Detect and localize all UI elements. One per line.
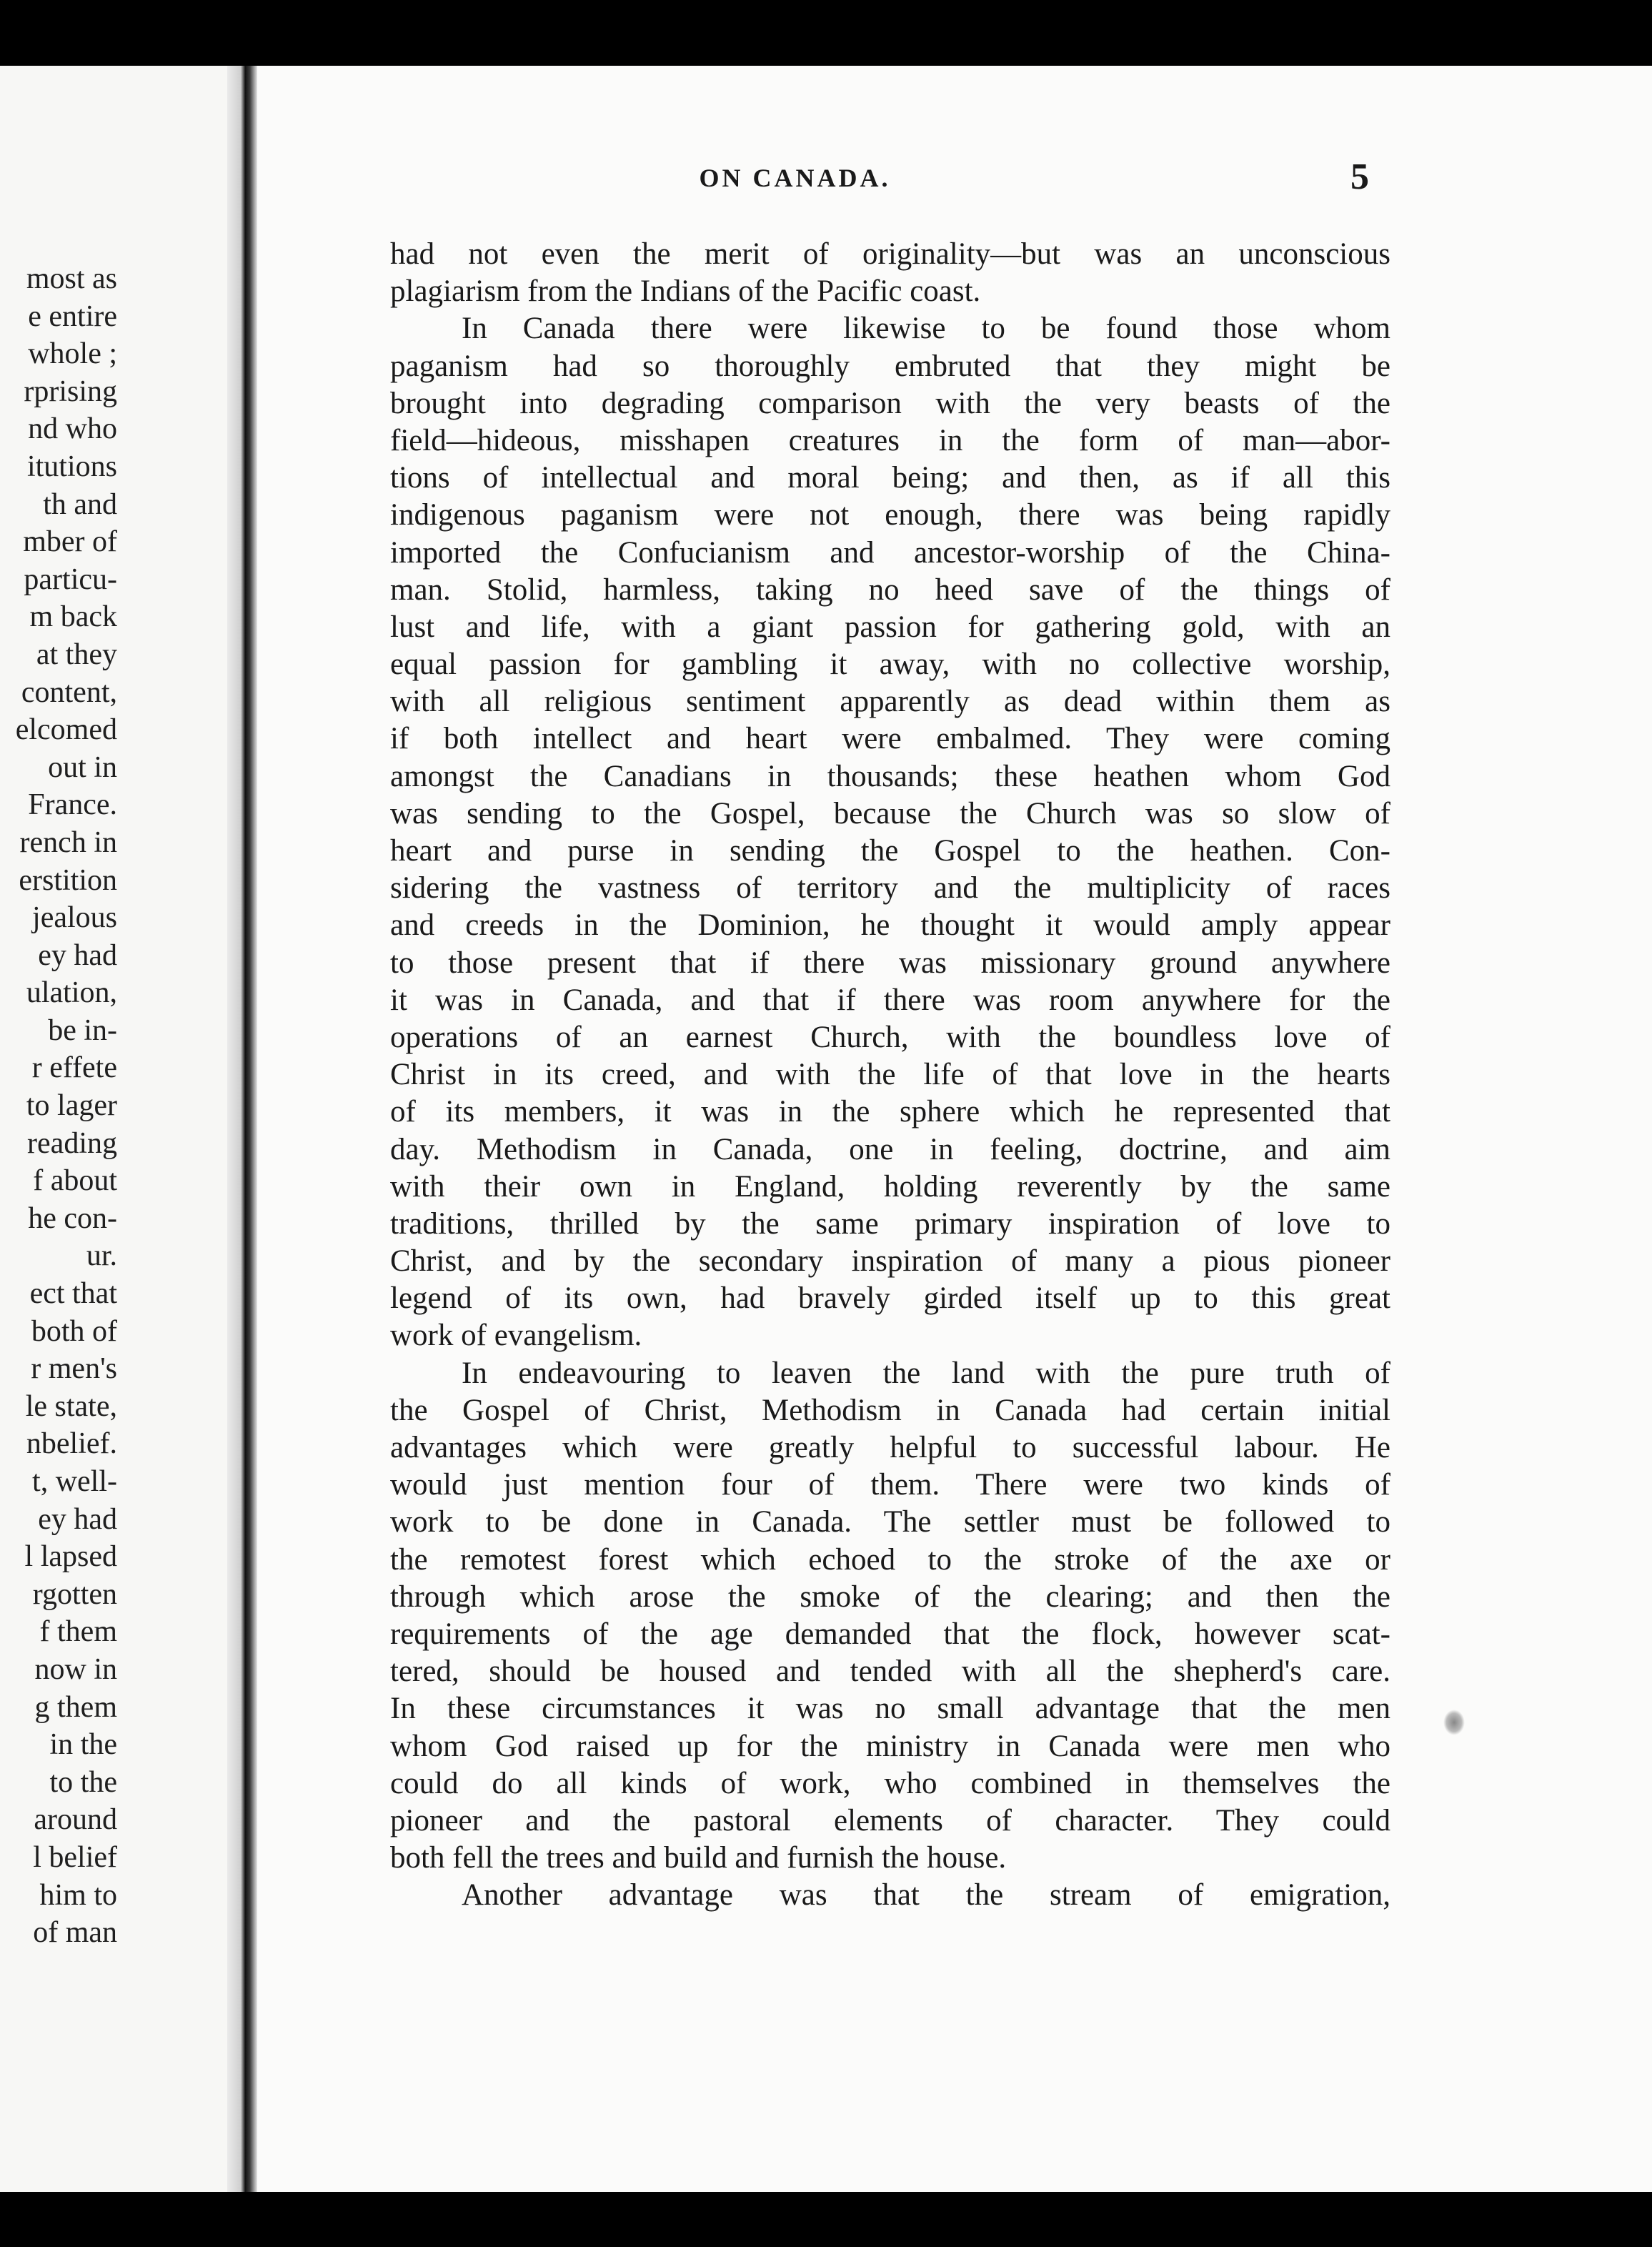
text-line: imported the Confucianism and ancestor-worship of the China- bbox=[390, 535, 1390, 570]
left-page-line: rench in bbox=[19, 825, 117, 859]
text-line: it was in Canada, and that if there was room anywhere for the bbox=[390, 983, 1390, 1017]
left-page-line: nbelief. bbox=[26, 1427, 117, 1461]
left-page-line: to lager bbox=[26, 1089, 117, 1123]
left-page-line: around bbox=[34, 1803, 117, 1837]
text-line: if both intellect and heart were embalmed. They were coming bbox=[390, 722, 1390, 756]
left-page-line: out in bbox=[48, 750, 117, 784]
text-line: In these circumstances it was no small advantage that the men bbox=[390, 1692, 1390, 1726]
left-page-line: mber of bbox=[23, 525, 117, 559]
running-title: ON CANADA. bbox=[699, 164, 891, 192]
text-line: pioneer and the pastoral elements of character. They could bbox=[390, 1803, 1390, 1837]
ink-smudge bbox=[1443, 1710, 1465, 1735]
left-page-line: be in- bbox=[48, 1013, 117, 1047]
text-line: both fell the trees and build and furnish the house. bbox=[390, 1841, 1007, 1875]
left-page-line: f them bbox=[39, 1615, 117, 1649]
text-line: man. Stolid, harmless, taking no heed save of the things of bbox=[390, 572, 1390, 607]
left-page-line: rprising bbox=[24, 374, 117, 408]
left-page-line: m back bbox=[29, 600, 117, 634]
text-line: plagiarism from the Indians of the Pacific coast. bbox=[390, 274, 981, 309]
text-line: work to be done in Canada. The settler must be followed to bbox=[390, 1505, 1390, 1539]
book-gutter bbox=[227, 66, 257, 2192]
text-line: and creeds in the Dominion, he thought it would amply appear bbox=[390, 908, 1390, 943]
left-page-line: l lapsed bbox=[24, 1540, 117, 1574]
text-line: lust and life, with a giant passion for gathering gold, with an bbox=[390, 610, 1390, 644]
left-page-line: ey had bbox=[38, 1502, 117, 1536]
left-page-line: r effete bbox=[31, 1051, 117, 1085]
left-page-line: f about bbox=[33, 1164, 117, 1198]
text-line: could do all kinds of work, who combined in themselves the bbox=[390, 1766, 1390, 1800]
text-line: Another advantage was that the stream of emigration, bbox=[462, 1878, 1390, 1913]
text-line: operations of an earnest Church, with the boundless love of bbox=[390, 1020, 1390, 1054]
text-line: whom God raised up for the ministry in Canada were men who bbox=[390, 1729, 1390, 1763]
text-line: was sending to the Gospel, because the Church was so slow of bbox=[390, 796, 1390, 830]
left-page-line: both of bbox=[31, 1314, 117, 1348]
left-page-line: r men's bbox=[31, 1352, 117, 1386]
text-line: paganism had so thoroughly embruted that they might be bbox=[390, 349, 1390, 383]
text-line: traditions, thrilled by the same primary inspiration of love to bbox=[390, 1206, 1390, 1241]
left-page-line: nd who bbox=[28, 412, 117, 446]
left-page-line: th and bbox=[43, 487, 117, 521]
text-line: the remotest forest which echoed to the stroke of the axe or bbox=[390, 1542, 1390, 1577]
text-line: tions of intellectual and moral being; and then, as if all this bbox=[390, 461, 1390, 495]
left-page-line: ur. bbox=[86, 1239, 117, 1273]
left-page-line: e entire bbox=[28, 299, 117, 333]
left-page-line: him to bbox=[39, 1878, 117, 1912]
text-line: Christ, and by the secondary inspiration of many a pious pioneer bbox=[390, 1244, 1390, 1279]
left-page-line: ulation, bbox=[26, 976, 117, 1010]
left-page-line: t, well- bbox=[32, 1465, 117, 1498]
left-page-line: France. bbox=[28, 788, 117, 822]
text-line: heart and purse in sending the Gospel to the heathen. Con- bbox=[390, 834, 1390, 868]
left-page-line: ey had bbox=[38, 938, 117, 972]
text-line: to those present that if there was missionary ground anywhere bbox=[390, 946, 1390, 980]
text-line: the Gospel of Christ, Methodism in Canada had certain initial bbox=[390, 1393, 1390, 1427]
text-line: had not even the merit of originality—but was an unconscious bbox=[390, 237, 1390, 271]
left-page-line: he con- bbox=[28, 1201, 117, 1235]
text-line: day. Methodism in Canada, one in feeling, doctrine, and aim bbox=[390, 1132, 1390, 1166]
left-page-line: to the bbox=[49, 1765, 117, 1799]
text-line: work of evangelism. bbox=[390, 1319, 642, 1353]
left-page-line: l belief bbox=[33, 1840, 117, 1874]
text-line: requirements of the age demanded that the flock, however scat- bbox=[390, 1617, 1390, 1651]
left-page-text bbox=[16, 260, 117, 1952]
text-line: indigenous paganism were not enough, there was being rapidly bbox=[390, 498, 1390, 532]
text-line: would just mention four of them. There were two kinds of bbox=[390, 1468, 1390, 1502]
text-line: with their own in England, holding reverently by the same bbox=[390, 1169, 1390, 1204]
text-line: advantages which were greatly helpful to successful labour. He bbox=[390, 1431, 1390, 1464]
left-page-line: whole ; bbox=[28, 337, 117, 371]
text-line: In endeavouring to leaven the land with the pure truth of bbox=[462, 1356, 1390, 1390]
page-number: 5 bbox=[1350, 157, 1369, 197]
text-line: sidering the vastness of territory and the multiplicity of races bbox=[390, 871, 1390, 906]
left-page-line: most as bbox=[26, 262, 117, 295]
body-text bbox=[390, 236, 1390, 1914]
left-page-line: content, bbox=[21, 675, 117, 709]
text-line: brought into degrading comparison with the very beasts of the bbox=[390, 386, 1390, 420]
left-page-line: erstition bbox=[19, 863, 117, 897]
left-page-line: jealous bbox=[32, 901, 117, 935]
left-page-line: rgotten bbox=[32, 1577, 117, 1611]
text-line: field—hideous, misshapen creatures in the form of man—abor- bbox=[390, 423, 1390, 457]
left-page-line: reading bbox=[27, 1126, 117, 1160]
left-page-line: at they bbox=[36, 638, 117, 671]
left-page-line: in the bbox=[49, 1728, 117, 1762]
text-line: equal passion for gambling it away, with no collective worship, bbox=[390, 648, 1390, 682]
left-page-line: g them bbox=[34, 1690, 117, 1724]
left-page-line: le state, bbox=[25, 1389, 117, 1423]
left-page-line: of man bbox=[33, 1916, 117, 1950]
left-page-line: elcomed bbox=[15, 713, 117, 747]
text-line: of its members, it was in the sphere which he represented that bbox=[390, 1095, 1390, 1129]
text-line: Christ in its creed, and with the life of that love in the hearts bbox=[390, 1058, 1390, 1092]
left-page-line: ect that bbox=[29, 1277, 117, 1311]
text-line: legend of its own, had bravely girded itself up to this great bbox=[390, 1281, 1390, 1316]
text-line: through which arose the smoke of the clearing; and then the bbox=[390, 1579, 1390, 1614]
left-page-line: now in bbox=[34, 1652, 117, 1686]
text-line: In Canada there were likewise to be found those whom bbox=[462, 312, 1390, 346]
text-line: with all religious sentiment apparently as dead within them as bbox=[390, 685, 1390, 719]
left-page bbox=[0, 66, 227, 2192]
text-line: tered, should be housed and tended with all the shepherd's care. bbox=[390, 1655, 1390, 1689]
right-page bbox=[257, 66, 1652, 2192]
left-page-line: itutions bbox=[26, 450, 117, 483]
text-line: amongst the Canadians in thousands; these heathen whom God bbox=[390, 759, 1390, 793]
left-page-line: particu- bbox=[24, 562, 117, 596]
